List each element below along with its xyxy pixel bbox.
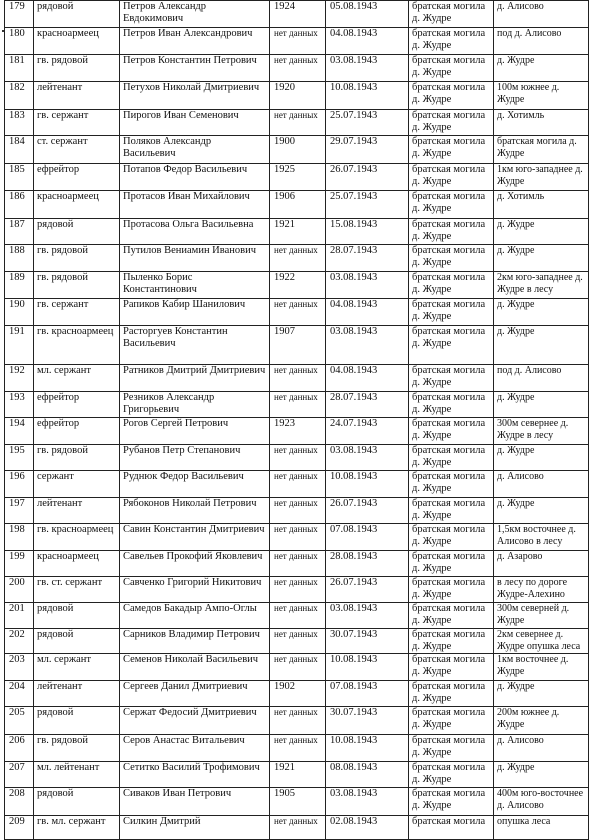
cell-death-date: 03.08.1943 bbox=[326, 326, 409, 365]
cell-rank: мл. лейтенант bbox=[34, 762, 120, 788]
cell-rank: лейтенант bbox=[34, 82, 120, 110]
cell-name: Петухов Николай Дмитриевич bbox=[120, 82, 270, 110]
cell-rank: рядовой bbox=[34, 219, 120, 245]
table-row bbox=[5, 788, 589, 816]
cell-rank: рядовой bbox=[34, 1, 120, 28]
table-row bbox=[5, 82, 589, 110]
table-row bbox=[5, 762, 589, 788]
cell-death-place: д. Жудре bbox=[494, 299, 589, 326]
cell-burial: братская могила д. Жудре bbox=[409, 28, 494, 55]
cell-burial: братская могила д. Жудре bbox=[409, 524, 494, 551]
cell-death-date: 04.08.1943 bbox=[326, 28, 409, 55]
table-row bbox=[5, 603, 589, 629]
cell-death-place: 1,5км восточнее д. Алисово в лесу bbox=[494, 524, 589, 551]
table-row bbox=[5, 365, 589, 392]
cell-rank: гв. рядовой bbox=[34, 445, 120, 471]
cell-burial: братская могила д. Жудре bbox=[409, 1, 494, 28]
cell-name: Сержат Федосий Дмитриевич bbox=[120, 707, 270, 735]
burial-list-page bbox=[4, 0, 588, 840]
cell-number: 198 bbox=[5, 524, 34, 551]
table-row bbox=[5, 1, 589, 28]
cell-burial: братская могила д. Жудре bbox=[409, 681, 494, 707]
cell-death-place: братская могила д. Жудре bbox=[494, 136, 589, 164]
cell-name: Петров Александр Евдокимович bbox=[120, 1, 270, 28]
cell-death-place: в лесу по дороге Жудре-Алехино bbox=[494, 577, 589, 603]
cell-number: 195 bbox=[5, 445, 34, 471]
cell-number: 200 bbox=[5, 577, 34, 603]
table-row bbox=[5, 326, 589, 365]
cell-burial: братская могила д. Жудре bbox=[409, 629, 494, 654]
cell-burial: братская могила bbox=[409, 816, 494, 840]
cell-death-place: д. Жудре bbox=[494, 445, 589, 471]
cell-burial: братская могила д. Жудре bbox=[409, 603, 494, 629]
cell-rank: лейтенант bbox=[34, 681, 120, 707]
cell-death-date: 28.07.1943 bbox=[326, 245, 409, 272]
cell-rank: гв. рядовой bbox=[34, 245, 120, 272]
cell-burial: братская могила д. Жудре bbox=[409, 191, 494, 219]
cell-death-place: д. Алисово bbox=[494, 735, 589, 762]
cell-burial: братская могила д. Жудре bbox=[409, 762, 494, 788]
cell-birth-year: нет данных bbox=[270, 577, 326, 603]
cell-burial: братская могила д. Жудре bbox=[409, 55, 494, 82]
cell-burial: братская могила д. Жудре bbox=[409, 219, 494, 245]
cell-rank: ефрейтор bbox=[34, 418, 120, 445]
cell-birth-year: нет данных bbox=[270, 707, 326, 735]
cell-number: 191 bbox=[5, 326, 34, 365]
cell-birth-year: нет данных bbox=[270, 28, 326, 55]
cell-name: Савин Константин Дмитриевич bbox=[120, 524, 270, 551]
cell-number: 179 bbox=[5, 1, 34, 28]
cell-birth-year: 1921 bbox=[270, 762, 326, 788]
table-row bbox=[5, 681, 589, 707]
cell-death-place: 2км юго-западнее д. Жудре в лесу bbox=[494, 272, 589, 299]
cell-burial: братская могила д. Жудре bbox=[409, 110, 494, 136]
cell-death-date: 10.08.1943 bbox=[326, 654, 409, 681]
cell-number: 208 bbox=[5, 788, 34, 816]
cell-name: Ратников Дмитрий Дмитриевич bbox=[120, 365, 270, 392]
cell-name: Петров Иван Александрович bbox=[120, 28, 270, 55]
table-row bbox=[5, 191, 589, 219]
cell-death-place: 100м южнее д. Жудре bbox=[494, 82, 589, 110]
cell-name: Путилов Вениамин Иванович bbox=[120, 245, 270, 272]
cell-number: 187 bbox=[5, 219, 34, 245]
cell-burial: братская могила д. Жудре bbox=[409, 498, 494, 524]
cell-rank: ефрейтор bbox=[34, 392, 120, 418]
cell-birth-year: 1921 bbox=[270, 219, 326, 245]
cell-death-place: под д. Алисово bbox=[494, 28, 589, 55]
cell-birth-year: нет данных bbox=[270, 654, 326, 681]
cell-number: 207 bbox=[5, 762, 34, 788]
cell-burial: братская могила д. Жудре bbox=[409, 136, 494, 164]
cell-death-date: 04.08.1943 bbox=[326, 299, 409, 326]
cell-number: 189 bbox=[5, 272, 34, 299]
cell-birth-year: 1923 bbox=[270, 418, 326, 445]
cell-rank: красноармеец bbox=[34, 28, 120, 55]
cell-burial: братская могила д. Жудре bbox=[409, 707, 494, 735]
cell-death-place: д. Жудре bbox=[494, 498, 589, 524]
cell-birth-year: нет данных bbox=[270, 498, 326, 524]
cell-name: Руднюк Федор Васильевич bbox=[120, 471, 270, 498]
cell-death-date: 24.07.1943 bbox=[326, 418, 409, 445]
cell-birth-year: нет данных bbox=[270, 735, 326, 762]
cell-burial: братская могила д. Жудре bbox=[409, 299, 494, 326]
cell-name: Силкин Дмитрий bbox=[120, 816, 270, 840]
cell-rank: рядовой bbox=[34, 788, 120, 816]
cell-rank: гв. мл. сержант bbox=[34, 816, 120, 840]
cell-name: Серов Анастас Витальевич bbox=[120, 735, 270, 762]
cell-death-place: д. Жудре bbox=[494, 681, 589, 707]
cell-birth-year: нет данных bbox=[270, 245, 326, 272]
cell-birth-year: 1905 bbox=[270, 788, 326, 816]
cell-birth-year: нет данных bbox=[270, 816, 326, 840]
cell-rank: красноармеец bbox=[34, 551, 120, 577]
table-row bbox=[5, 28, 589, 55]
cell-rank: гв. рядовой bbox=[34, 55, 120, 82]
table-row bbox=[5, 392, 589, 418]
cell-death-place: д. Алисово bbox=[494, 471, 589, 498]
cell-death-date: 03.08.1943 bbox=[326, 603, 409, 629]
cell-rank: рядовой bbox=[34, 629, 120, 654]
cell-rank: сержант bbox=[34, 471, 120, 498]
cell-number: 205 bbox=[5, 707, 34, 735]
cell-death-place: д. Жудре bbox=[494, 219, 589, 245]
cell-death-date: 08.08.1943 bbox=[326, 762, 409, 788]
cell-birth-year: нет данных bbox=[270, 445, 326, 471]
cell-name: Сетитко Василий Трофимович bbox=[120, 762, 270, 788]
cell-death-date: 30.07.1943 bbox=[326, 707, 409, 735]
cell-name: Рябоконов Николай Петрович bbox=[120, 498, 270, 524]
table-row bbox=[5, 498, 589, 524]
cell-death-date: 05.08.1943 bbox=[326, 1, 409, 28]
table-row bbox=[5, 445, 589, 471]
cell-birth-year: нет данных bbox=[270, 524, 326, 551]
cell-name: Самедов Бакадыр Ампо-Оглы bbox=[120, 603, 270, 629]
cell-number: 183 bbox=[5, 110, 34, 136]
table-row bbox=[5, 735, 589, 762]
table-row bbox=[5, 707, 589, 735]
cell-birth-year: нет данных bbox=[270, 471, 326, 498]
table-row bbox=[5, 471, 589, 498]
cell-death-date: 07.08.1943 bbox=[326, 524, 409, 551]
cell-name: Сиваков Иван Петрович bbox=[120, 788, 270, 816]
cell-number: 180 bbox=[5, 28, 34, 55]
cell-death-date: 02.08.1943 bbox=[326, 816, 409, 840]
table-row bbox=[5, 136, 589, 164]
cell-death-date: 03.08.1943 bbox=[326, 272, 409, 299]
table-row bbox=[5, 299, 589, 326]
table-row bbox=[5, 577, 589, 603]
cell-death-date: 28.07.1943 bbox=[326, 392, 409, 418]
cell-name: Пирогов Иван Семенович bbox=[120, 110, 270, 136]
cell-birth-year: нет данных bbox=[270, 629, 326, 654]
cell-burial: братская могила д. Жудре bbox=[409, 445, 494, 471]
cell-burial: братская могила д. Жудре bbox=[409, 788, 494, 816]
cell-rank: рядовой bbox=[34, 707, 120, 735]
cell-death-place: д. Жудре bbox=[494, 245, 589, 272]
cell-death-place: 400м юго-восточнее д. Алисово bbox=[494, 788, 589, 816]
cell-death-date: 10.08.1943 bbox=[326, 471, 409, 498]
cell-death-place: 300м севернее д. Жудре в лесу bbox=[494, 418, 589, 445]
cell-rank: гв. рядовой bbox=[34, 735, 120, 762]
cell-name: Савельев Прокофий Яковлевич bbox=[120, 551, 270, 577]
cell-burial: братская могила д. Жудре bbox=[409, 654, 494, 681]
cell-name: Петров Константин Петрович bbox=[120, 55, 270, 82]
cell-death-place: д. Жудре bbox=[494, 762, 589, 788]
table-row bbox=[5, 418, 589, 445]
cell-death-place: 300м северней д. Жудре bbox=[494, 603, 589, 629]
cell-rank: лейтенант bbox=[34, 498, 120, 524]
cell-birth-year: нет данных bbox=[270, 551, 326, 577]
cell-burial: братская могила д. Жудре bbox=[409, 272, 494, 299]
cell-death-place: 2км севернее д. Жудре опушка леса bbox=[494, 629, 589, 654]
cell-rank: гв. красноармеец bbox=[34, 326, 120, 365]
table-row bbox=[5, 219, 589, 245]
cell-name: Поляков Александр Васильевич bbox=[120, 136, 270, 164]
cell-rank: гв. сержант bbox=[34, 110, 120, 136]
cell-number: 209 bbox=[5, 816, 34, 840]
cell-death-place: опушка леса bbox=[494, 816, 589, 840]
cell-name: Протасов Иван Михайлович bbox=[120, 191, 270, 219]
cell-number: 190 bbox=[5, 299, 34, 326]
cell-death-place: д. Хотимль bbox=[494, 110, 589, 136]
cell-burial: братская могила д. Жудре bbox=[409, 164, 494, 191]
cell-number: 193 bbox=[5, 392, 34, 418]
cell-number: 184 bbox=[5, 136, 34, 164]
cell-name: Рубанов Петр Степанович bbox=[120, 445, 270, 471]
table-row bbox=[5, 272, 589, 299]
cell-birth-year: нет данных bbox=[270, 299, 326, 326]
cell-birth-year: нет данных bbox=[270, 110, 326, 136]
cell-number: 188 bbox=[5, 245, 34, 272]
cell-death-date: 15.08.1943 bbox=[326, 219, 409, 245]
cell-number: 186 bbox=[5, 191, 34, 219]
cell-death-place: д. Жудре bbox=[494, 326, 589, 365]
cell-death-date: 28.08.1943 bbox=[326, 551, 409, 577]
cell-death-place: 1км юго-западнее д. Жудре bbox=[494, 164, 589, 191]
cell-burial: братская могила д. Жудре bbox=[409, 551, 494, 577]
table-row bbox=[5, 55, 589, 82]
cell-birth-year: нет данных bbox=[270, 603, 326, 629]
cell-death-place: под д. Алисово bbox=[494, 365, 589, 392]
cell-number: 204 bbox=[5, 681, 34, 707]
table-row bbox=[5, 629, 589, 654]
cell-rank: ефрейтор bbox=[34, 164, 120, 191]
cell-death-place: д. Азарово bbox=[494, 551, 589, 577]
cell-birth-year: 1902 bbox=[270, 681, 326, 707]
cell-number: 206 bbox=[5, 735, 34, 762]
cell-burial: братская могила д. Жудре bbox=[409, 418, 494, 445]
cell-death-place: д. Хотимль bbox=[494, 191, 589, 219]
cell-name: Протасова Ольга Васильевна bbox=[120, 219, 270, 245]
cell-death-date: 10.08.1943 bbox=[326, 82, 409, 110]
cell-rank: красноармеец bbox=[34, 191, 120, 219]
cell-death-date: 26.07.1943 bbox=[326, 498, 409, 524]
cell-rank: гв. рядовой bbox=[34, 272, 120, 299]
table-row bbox=[5, 524, 589, 551]
cell-burial: братская могила д. Жудре bbox=[409, 577, 494, 603]
table-row bbox=[5, 164, 589, 191]
table-body bbox=[5, 1, 589, 840]
table-row bbox=[5, 110, 589, 136]
cell-rank: мл. сержант bbox=[34, 654, 120, 681]
cell-rank: ст. сержант bbox=[34, 136, 120, 164]
cell-death-date: 04.08.1943 bbox=[326, 365, 409, 392]
cell-burial: братская могила д. Жудре bbox=[409, 471, 494, 498]
table-row bbox=[5, 816, 589, 840]
cell-birth-year: 1925 bbox=[270, 164, 326, 191]
cell-death-date: 29.07.1943 bbox=[326, 136, 409, 164]
cell-name: Сарников Владимир Петрович bbox=[120, 629, 270, 654]
cell-number: 197 bbox=[5, 498, 34, 524]
cell-birth-year: 1907 bbox=[270, 326, 326, 365]
cell-rank: гв. сержант bbox=[34, 299, 120, 326]
cell-name: Рогов Сергей Петрович bbox=[120, 418, 270, 445]
cell-death-date: 26.07.1943 bbox=[326, 577, 409, 603]
cell-death-date: 03.08.1943 bbox=[326, 445, 409, 471]
cell-name: Резников Александр Григорьевич bbox=[120, 392, 270, 418]
cell-number: 181 bbox=[5, 55, 34, 82]
cell-rank: рядовой bbox=[34, 603, 120, 629]
cell-birth-year: нет данных bbox=[270, 392, 326, 418]
cell-number: 194 bbox=[5, 418, 34, 445]
cell-rank: гв. ст. сержант bbox=[34, 577, 120, 603]
cell-number: 202 bbox=[5, 629, 34, 654]
cell-death-date: 03.08.1943 bbox=[326, 55, 409, 82]
cell-burial: братская могила д. Жудре bbox=[409, 326, 494, 365]
cell-death-date: 03.08.1943 bbox=[326, 788, 409, 816]
cell-name: Семенов Николай Васильевич bbox=[120, 654, 270, 681]
cell-birth-year: 1920 bbox=[270, 82, 326, 110]
cell-burial: братская могила д. Жудре bbox=[409, 82, 494, 110]
cell-burial: братская могила д. Жудре bbox=[409, 392, 494, 418]
cell-birth-year: 1906 bbox=[270, 191, 326, 219]
cell-name: Расторгуев Константин Васильевич bbox=[120, 326, 270, 365]
cell-number: 203 bbox=[5, 654, 34, 681]
burial-table bbox=[4, 0, 589, 840]
cell-death-date: 25.07.1943 bbox=[326, 110, 409, 136]
cell-birth-year: нет данных bbox=[270, 365, 326, 392]
cell-number: 192 bbox=[5, 365, 34, 392]
cell-death-date: 07.08.1943 bbox=[326, 681, 409, 707]
cell-rank: мл. сержант bbox=[34, 365, 120, 392]
cell-name: Савченко Григорий Никитович bbox=[120, 577, 270, 603]
table-row bbox=[5, 551, 589, 577]
cell-birth-year: 1924 bbox=[270, 1, 326, 28]
cell-birth-year: 1922 bbox=[270, 272, 326, 299]
cell-birth-year: 1900 bbox=[270, 136, 326, 164]
table-row bbox=[5, 654, 589, 681]
cell-death-date: 26.07.1943 bbox=[326, 164, 409, 191]
cell-death-place: 200м южнее д. Жудре bbox=[494, 707, 589, 735]
table-row bbox=[5, 245, 589, 272]
cell-death-date: 30.07.1943 bbox=[326, 629, 409, 654]
cell-burial: братская могила д. Жудре bbox=[409, 735, 494, 762]
cell-number: 201 bbox=[5, 603, 34, 629]
cell-death-date: 25.07.1943 bbox=[326, 191, 409, 219]
cell-name: Пыленко Борис Константинович bbox=[120, 272, 270, 299]
cell-number: 199 bbox=[5, 551, 34, 577]
cell-number: 185 bbox=[5, 164, 34, 191]
cell-death-date: 10.08.1943 bbox=[326, 735, 409, 762]
cell-birth-year: нет данных bbox=[270, 55, 326, 82]
cell-burial: братская могила д. Жудре bbox=[409, 245, 494, 272]
cell-death-place: д. Жудре bbox=[494, 55, 589, 82]
cell-death-place: д. Жудре bbox=[494, 392, 589, 418]
cell-name: Сергеев Данил Дмитриевич bbox=[120, 681, 270, 707]
cell-death-place: 1км восточнее д. Жудре bbox=[494, 654, 589, 681]
cell-number: 182 bbox=[5, 82, 34, 110]
cell-number: 196 bbox=[5, 471, 34, 498]
cell-death-place: д. Алисово bbox=[494, 1, 589, 28]
cell-rank: гв. красноармеец bbox=[34, 524, 120, 551]
cell-name: Рапиков Кабир Шанилович bbox=[120, 299, 270, 326]
cell-name: Потапов Федор Васильевич bbox=[120, 164, 270, 191]
cell-burial: братская могила д. Жудре bbox=[409, 365, 494, 392]
